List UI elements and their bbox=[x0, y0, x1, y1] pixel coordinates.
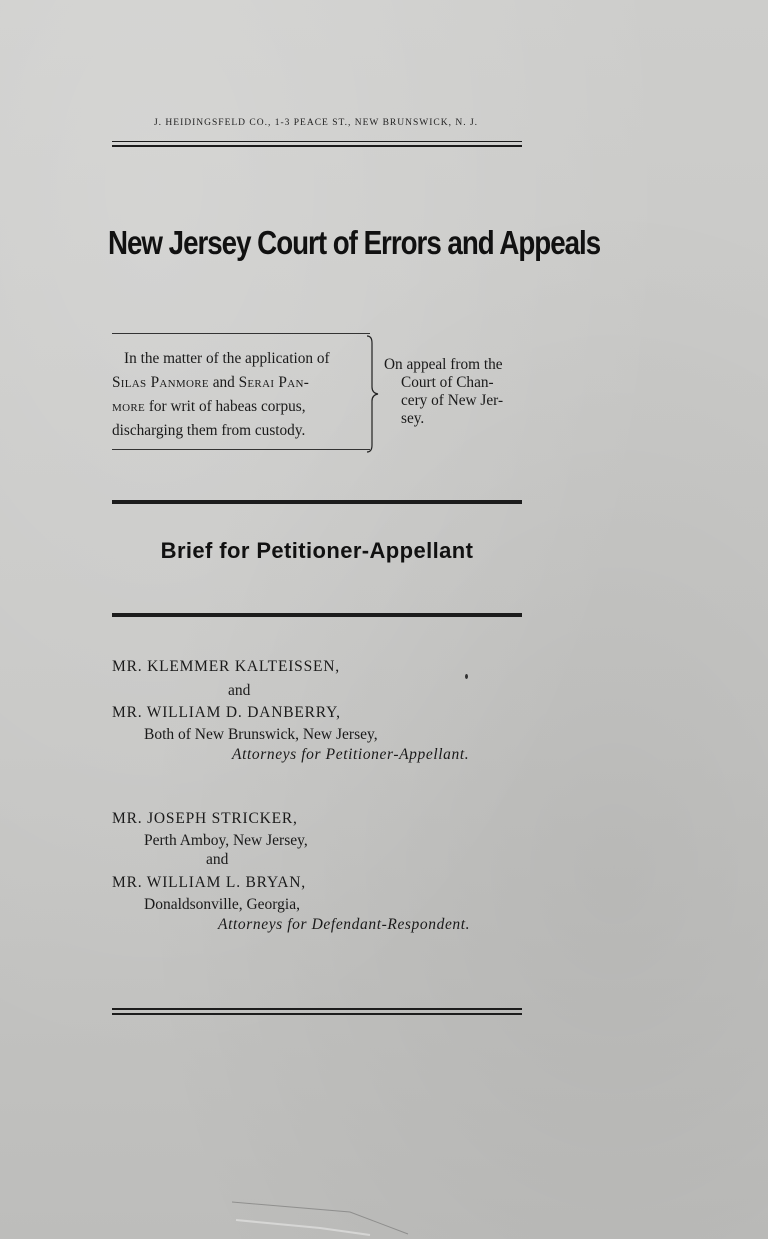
printer-imprint: J. HEIDINGSFELD CO., 1-3 PEACE ST., NEW BRUNSWICK, N. J. bbox=[153, 118, 479, 128]
attorney-name: MR. JOSEPH STRICKER, bbox=[112, 810, 298, 827]
appeal-note bbox=[384, 356, 526, 428]
brief-title: Brief for Petitioner-Appellant bbox=[160, 538, 474, 563]
brace-icon bbox=[366, 335, 380, 453]
attorney-location: Perth Amboy, New Jersey, bbox=[144, 832, 308, 849]
attorney-location: Both of New Brunswick, New Jersey, bbox=[144, 726, 378, 743]
caption-and: and bbox=[212, 374, 235, 391]
attorney-location: Donaldsonville, Georgia, bbox=[144, 896, 300, 913]
ink-speck bbox=[465, 674, 468, 679]
appeal-line: On appeal from the bbox=[384, 356, 503, 373]
attorney-name: MR. WILLIAM D. DANBERRY, bbox=[112, 704, 341, 721]
attorney-role: Attorneys for Defendant-Respondent. bbox=[218, 916, 471, 933]
conjunction: and bbox=[228, 682, 251, 699]
caption-bottom-rule bbox=[112, 449, 370, 450]
petitioner-name: Silas Panmore bbox=[112, 374, 209, 391]
court-title: New Jersey Court of Errors and Appeals bbox=[108, 224, 601, 261]
petitioner-name-cont: more bbox=[112, 398, 145, 415]
caption-line: discharging them from custody. bbox=[112, 422, 306, 439]
appeal-line: sey. bbox=[401, 410, 425, 427]
paper-crease bbox=[230, 1198, 410, 1236]
divider bbox=[112, 613, 522, 617]
attorney-role: Attorneys for Petitioner-Appellant. bbox=[232, 746, 470, 763]
divider bbox=[112, 141, 522, 142]
petitioner-name: Serai Pan- bbox=[238, 374, 310, 391]
caption-line bbox=[112, 395, 364, 419]
attorney-name: MR. WILLIAM L. BRYAN, bbox=[112, 874, 306, 891]
conjunction: and bbox=[206, 851, 229, 868]
caption-line: In the matter of the application of bbox=[124, 350, 330, 367]
divider bbox=[112, 500, 522, 504]
appeal-line: Court of Chan- bbox=[401, 374, 494, 391]
case-caption bbox=[112, 333, 370, 451]
divider bbox=[112, 145, 522, 147]
caption-line bbox=[112, 371, 364, 395]
caption-text-rest: for writ of habeas corpus, bbox=[148, 398, 306, 415]
caption-text bbox=[112, 347, 364, 443]
caption-top-rule bbox=[112, 333, 370, 334]
appeal-line: cery of New Jer- bbox=[401, 392, 504, 409]
divider bbox=[112, 1013, 522, 1015]
attorney-name: MR. KLEMMER KALTEISSEN, bbox=[112, 658, 340, 675]
divider bbox=[112, 1008, 522, 1010]
